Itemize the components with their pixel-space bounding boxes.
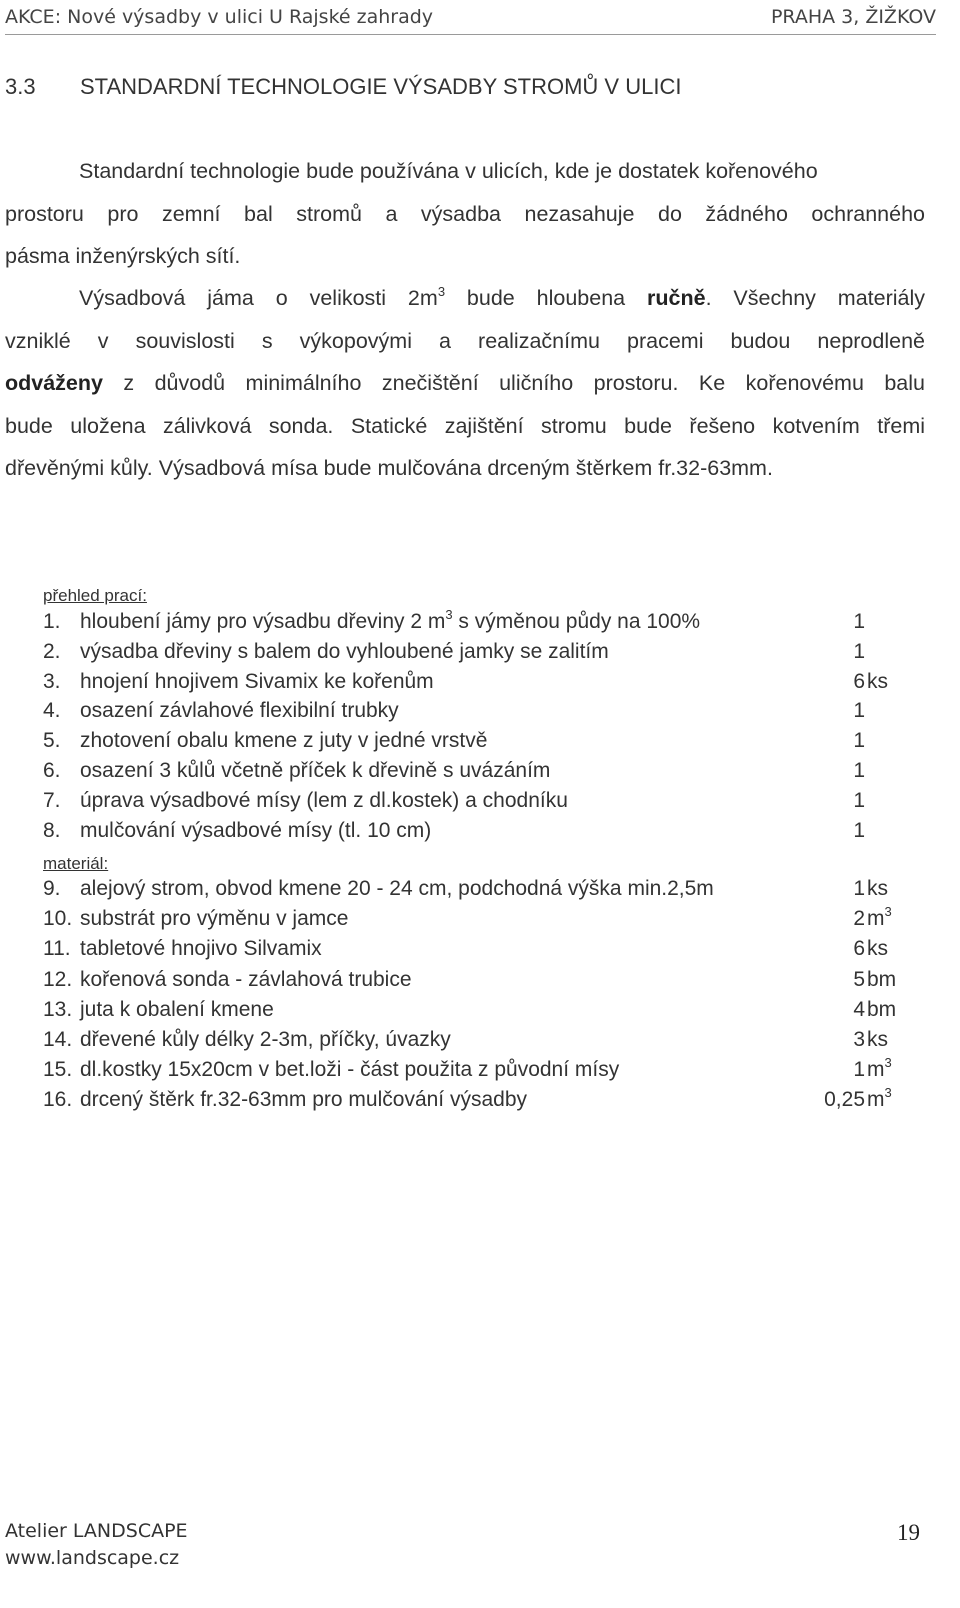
list-item — [43, 998, 903, 1028]
unit-text: ks — [867, 937, 888, 961]
item-text-main: dl.kostky 15x20cm v bet.loži - část použita z původní mísy — [80, 1058, 620, 1082]
item-text-main: drcený štěrk fr.32-63mm pro mulčování výsadby — [80, 1088, 528, 1112]
quantity-value: 1 — [853, 610, 865, 633]
item-text — [80, 789, 568, 813]
item-superscript: 3 — [445, 607, 453, 622]
item-text-rest: s výměnou půdy na 100% — [452, 610, 701, 633]
list-item — [43, 904, 903, 937]
quantity-value: 3 — [853, 1028, 865, 1051]
item-quantity — [813, 1055, 903, 1082]
superscript: 3 — [437, 284, 446, 299]
paragraph2-line2: vzniklé v souvislosti s výkopovými a realizačnímu pracemi budou neprodleně — [5, 329, 925, 353]
paragraph1-line1 — [79, 150, 925, 193]
quantity-unit — [865, 877, 903, 901]
quantity-value: 4 — [853, 997, 865, 1021]
unit-superscript: 3 — [884, 904, 892, 920]
item-text — [80, 819, 431, 843]
item-text — [80, 607, 701, 634]
item-number: 1. — [43, 610, 61, 633]
quantity-value: 2 — [853, 907, 865, 931]
item-text-main: substrát pro výměnu v jamce — [80, 907, 349, 931]
item-text-main: juta k obalení kmene — [80, 997, 274, 1021]
item-quantity — [813, 759, 903, 783]
text: . Všechny materiály — [705, 286, 925, 310]
item-text-main: alejový strom, obvod kmene 20 - 24 cm, podchodná výška min.2,5m — [80, 877, 714, 900]
item-text — [80, 699, 399, 723]
item-quantity — [813, 1028, 903, 1052]
item-text-main: hnojení hnojivem Sivamix ke kořenům — [80, 669, 434, 693]
list-item — [43, 1028, 903, 1058]
quantity-value: 1 — [853, 788, 865, 812]
item-text-main: mulčování výsadbové mísy (tl. 10 cm) — [80, 818, 432, 842]
item-text — [80, 670, 434, 694]
paragraph1-line2: prostoru pro zemní bal stromů a výsadba nezasahuje do žádného ochranného — [5, 202, 925, 226]
quantity-unit — [865, 670, 903, 694]
page-header — [5, 4, 936, 35]
item-text — [80, 640, 609, 664]
item-quantity — [813, 877, 903, 901]
section-number: 3.3 — [5, 74, 36, 99]
item-quantity — [813, 729, 903, 753]
item-text-main: zhotovení obalu kmene z juty v jedné vrstvě — [80, 729, 488, 753]
item-quantity — [813, 789, 903, 813]
unit-text: ks — [867, 877, 888, 900]
item-text — [80, 998, 274, 1022]
item-number: 4. — [43, 699, 61, 723]
paragraph2-line4: bude uložena zálivková sonda. Statické zajištění stromu bude řešeno kotvením třemi — [5, 414, 925, 438]
item-text-main: tabletové hnojivo Silvamix — [80, 937, 322, 961]
list-item — [43, 937, 903, 967]
item-text-main: výsadba dřeviny s balem do vyhloubené jamky se zalitím — [80, 639, 609, 663]
item-text — [80, 759, 550, 783]
quantity-value: 1 — [853, 699, 865, 723]
quantity-value: 6 — [853, 669, 865, 693]
item-text-main: hloubení jámy pro výsadbu dřeviny 2 m — [80, 610, 446, 633]
quantity-unit — [865, 968, 903, 992]
item-number: 12. — [43, 967, 73, 991]
list-item — [43, 729, 903, 759]
company-web: www.landscape.cz — [5, 1547, 180, 1569]
quantity-value: 1 — [853, 759, 865, 782]
list-item — [43, 789, 903, 819]
item-quantity — [813, 968, 903, 992]
item-quantity — [813, 819, 903, 843]
quantity-unit — [865, 1028, 903, 1052]
unit-text: ks — [867, 669, 888, 693]
quantity-value: 6 — [853, 937, 865, 961]
text: z důvodů minimálního znečištění uličního prostoru. Ke kořenovému balu — [102, 371, 925, 395]
item-quantity — [813, 937, 903, 961]
item-text — [80, 1028, 451, 1052]
quantity-value: 1 — [853, 729, 865, 753]
paragraph2-line5: dřevěnými kůly. Výsadbová mísa bude mulčována drceným štěrkem fr.32-63mm. — [5, 456, 773, 480]
unit-superscript: 3 — [884, 1085, 892, 1101]
quantity-unit — [865, 937, 903, 961]
item-text — [80, 937, 322, 961]
unit-text: m — [867, 1088, 885, 1112]
works-heading: přehled prací: — [43, 586, 147, 605]
item-text-main: dřevené kůly délky 2-3m, příčky, úvazky — [80, 1028, 451, 1051]
item-quantity — [813, 998, 903, 1022]
bold-text: odváženy — [5, 371, 103, 395]
quantity-value: 1 — [853, 818, 865, 842]
quantity-value: 5 — [853, 967, 865, 991]
item-text-main: osazení závlahové flexibilní trubky — [80, 699, 399, 723]
list-item — [43, 968, 903, 998]
item-number: 11. — [43, 937, 71, 961]
item-quantity — [813, 1085, 903, 1112]
text: Výsadbová jáma o velikosti 2m — [79, 286, 438, 310]
unit-text: ks — [867, 1028, 888, 1051]
item-number: 10. — [43, 907, 73, 931]
quantity-value: 0,25 — [824, 1088, 865, 1112]
item-number: 7. — [43, 788, 61, 812]
list-item — [43, 699, 903, 729]
item-number: 9. — [43, 877, 61, 900]
item-text — [80, 729, 487, 753]
text: Standardní technologie bude používána v ulicích, kde je dostatek kořenového — [79, 159, 818, 183]
item-text — [80, 877, 714, 901]
item-text — [80, 968, 412, 992]
item-number: 15. — [43, 1058, 73, 1082]
item-text-main: úprava výsadbové mísy (lem z dl.kostek) a chodníku — [80, 788, 568, 812]
unit-text: m — [867, 1058, 885, 1082]
item-number: 3. — [43, 669, 61, 693]
item-quantity — [813, 640, 903, 664]
item-text — [80, 1088, 527, 1112]
quantity-value: 1 — [853, 877, 865, 900]
quantity-value: 1 — [853, 1058, 865, 1082]
item-number: 13. — [43, 997, 73, 1021]
list-item — [43, 670, 903, 700]
quantity-unit — [865, 1085, 903, 1112]
header-location: PRAHA 3, ŽIŽKOV — [770, 6, 936, 28]
list-item — [43, 607, 903, 640]
materials-heading: materiál: — [43, 854, 109, 873]
section-title: STANDARDNÍ TECHNOLOGIE VÝSADBY STROMŮ V ULICI — [80, 74, 682, 99]
item-number: 2. — [43, 639, 61, 663]
page-number: 19 — [897, 1520, 920, 1545]
item-text — [80, 907, 348, 931]
item-number: 5. — [43, 729, 61, 753]
header-project: AKCE: Nové výsadby v ulici U Rajské zahrady — [5, 6, 434, 28]
item-quantity — [813, 610, 903, 634]
footer-company — [5, 1518, 188, 1572]
item-quantity — [813, 904, 903, 931]
company-name: Atelier LANDSCAPE — [5, 1520, 188, 1542]
quantity-unit — [865, 904, 903, 931]
item-text — [80, 1058, 619, 1082]
quantity-unit — [865, 998, 903, 1022]
item-number: 8. — [43, 818, 61, 842]
list-item — [43, 877, 903, 907]
item-text-main: kořenová sonda - závlahová trubice — [80, 967, 412, 991]
unit-superscript: 3 — [884, 1055, 892, 1071]
paragraph2-line1 — [79, 277, 925, 320]
bold-text: ručně — [647, 286, 706, 310]
unit-text: bm — [867, 997, 897, 1021]
list-item — [43, 1085, 903, 1118]
paragraph2-line3 — [5, 362, 925, 405]
item-number: 14. — [43, 1028, 73, 1051]
paragraph1-line3: pásma inženýrských sítí. — [5, 244, 241, 268]
item-quantity — [813, 699, 903, 723]
quantity-value: 1 — [853, 639, 865, 663]
unit-text: bm — [867, 967, 897, 991]
list-item — [43, 1055, 903, 1088]
item-number: 6. — [43, 759, 61, 782]
list-item — [43, 640, 903, 670]
quantity-unit — [865, 1055, 903, 1082]
list-item — [43, 759, 903, 789]
item-text-main: osazení 3 kůlů včetně příček k dřevině s uvázáním — [80, 759, 551, 782]
item-number: 16. — [43, 1088, 73, 1112]
text: bude hloubena — [445, 286, 648, 310]
item-quantity — [813, 670, 903, 694]
list-item — [43, 819, 903, 849]
unit-text: m — [867, 907, 885, 931]
